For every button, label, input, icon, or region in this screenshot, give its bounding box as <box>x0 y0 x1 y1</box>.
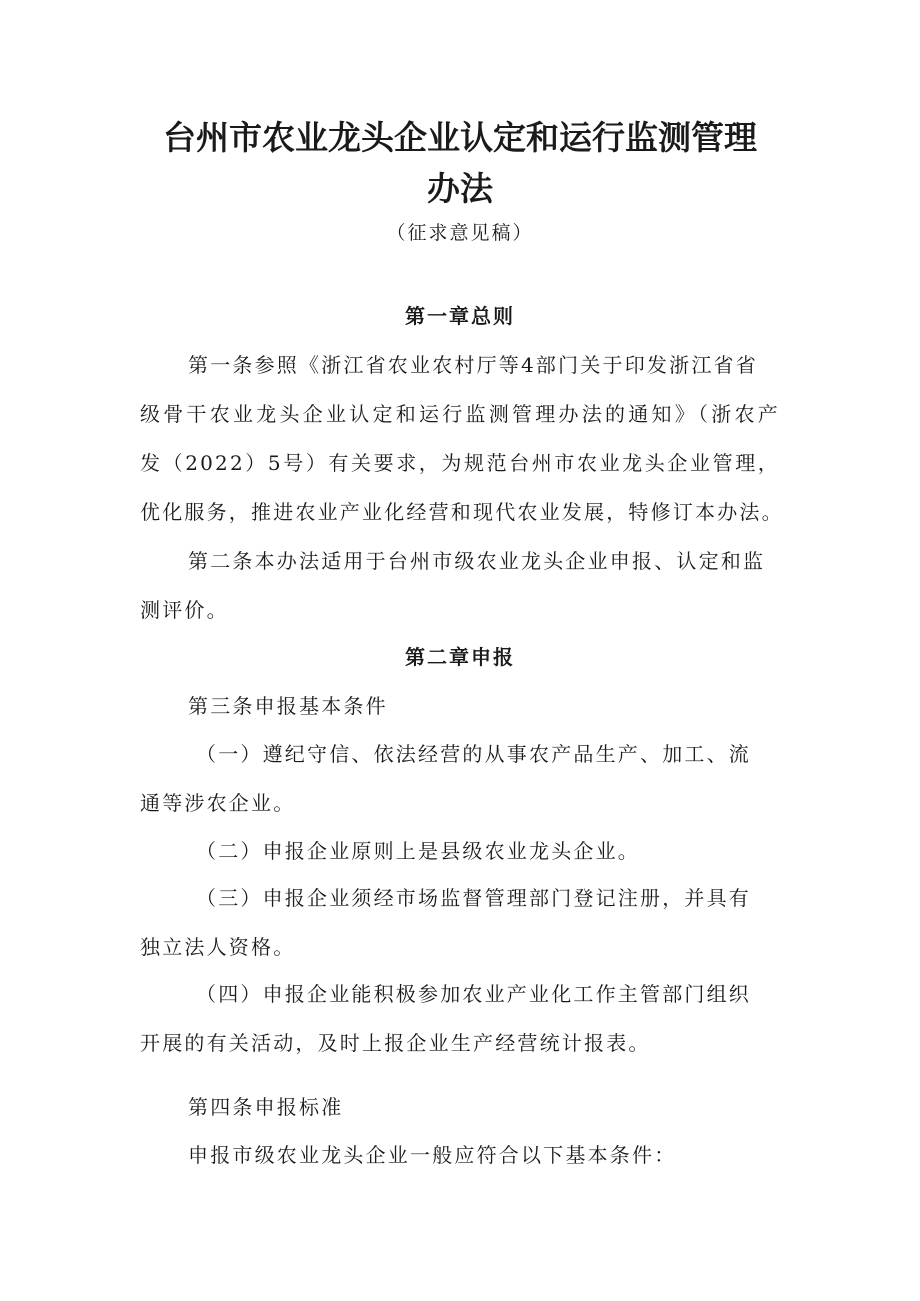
article-3-item-4-line-2: 开展的有关活动，及时上报企业生产经营统计报表。 <box>140 1031 651 1055</box>
article-1-line-1: 第一条参照《浙江省农业农村厅等4部门关于印发浙江省省 <box>188 353 758 377</box>
article-2-line-1: 第二条本办法适用于台州市级农业龙头企业申报、认定和监 <box>188 549 766 573</box>
article-3-heading: 第三条申报基本条件 <box>188 694 388 718</box>
article-1-line-4: 优化服务，推进农业产业化经营和现代农业发展，特修订本办法。 <box>140 500 784 524</box>
article-1-line-3: 发（2022）5号）有关要求，为规范台州市农业龙头企业管理， <box>140 451 780 475</box>
article-2-line-2: 测评价。 <box>140 598 229 622</box>
article-3-item-1-line-1: （一）遵纪守信、依法经营的从事农产品生产、加工、流 <box>196 742 751 766</box>
document-title-line-1: 台州市农业龙头企业认定和运行监测管理 <box>163 118 757 157</box>
article-1-line-2: 级骨干农业龙头企业认定和运行监测管理办法的通知》（浙农产 <box>140 402 780 426</box>
article-3-item-2-line-1: （二）申报企业原则上是县级农业龙头企业。 <box>196 839 640 863</box>
article-3-item-4-line-1: （四）申报企业能积极参加农业产业化工作主管部门组织 <box>196 982 751 1006</box>
chapter-2-heading: 第二章申报 <box>405 645 515 669</box>
article-3-item-1-line-2: 通等涉农企业。 <box>140 791 296 815</box>
article-3-item-3-line-2: 独立法人资格。 <box>140 935 296 959</box>
document-title-line-2: 办法 <box>427 169 493 208</box>
article-3-item-3-line-1: （三）申报企业须经市场监督管理部门登记注册，并具有 <box>196 886 751 910</box>
article-4-heading: 第四条申报标准 <box>188 1095 344 1119</box>
document-subtitle: （征求意见稿） <box>386 222 534 244</box>
article-4-intro: 申报市级农业龙头企业一般应符合以下基本条件： <box>188 1143 677 1167</box>
chapter-1-heading: 第一章总则 <box>405 304 515 328</box>
